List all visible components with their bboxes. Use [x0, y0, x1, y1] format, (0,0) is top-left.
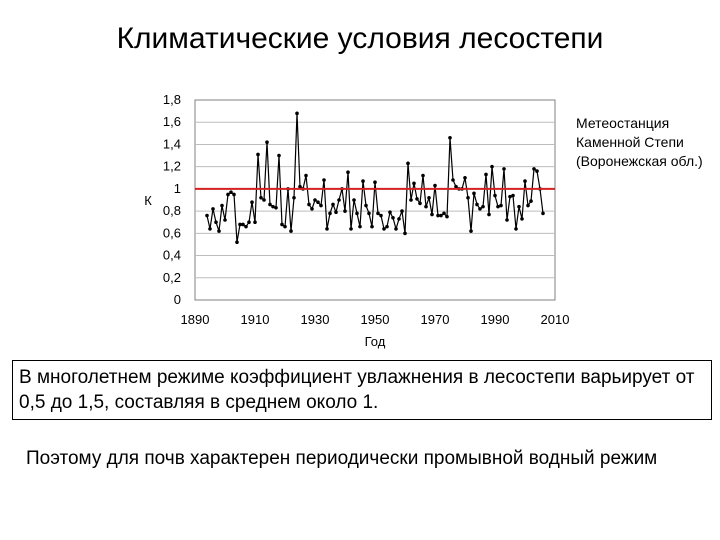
- data-point: [529, 199, 533, 203]
- data-point: [376, 212, 380, 216]
- data-point: [274, 206, 278, 210]
- data-point: [490, 165, 494, 169]
- data-point: [514, 227, 518, 231]
- data-point: [397, 217, 401, 221]
- data-point: [448, 136, 452, 140]
- data-point: [247, 220, 251, 224]
- data-point: [481, 205, 485, 209]
- paragraph-1: В многолетнем режиме коэффициент увлажнения в лесостепи варьирует от 0,5 до 1,5, составляя в среднем около 1.: [19, 367, 695, 413]
- data-point: [220, 204, 224, 208]
- x-axis-label: Год: [364, 334, 386, 349]
- data-point: [487, 213, 491, 217]
- x-tick-label: 2010: [540, 312, 570, 327]
- y-tick-label: 1,2: [162, 158, 181, 174]
- data-point: [277, 154, 281, 158]
- data-point: [427, 196, 431, 200]
- data-point: [394, 227, 398, 231]
- data-point: [205, 214, 209, 218]
- data-point: [352, 198, 356, 202]
- y-tick-label: 1,4: [162, 136, 181, 152]
- x-tick-label: 1970: [420, 312, 450, 327]
- data-point: [463, 176, 467, 180]
- data-point: [259, 196, 263, 200]
- y-tick-label: 0,6: [162, 225, 181, 241]
- y-tick-label: 1: [173, 180, 181, 196]
- data-point: [268, 203, 272, 207]
- data-point: [406, 162, 410, 166]
- data-point: [442, 212, 446, 216]
- x-tick-label: 1910: [240, 312, 270, 327]
- data-point: [400, 209, 404, 213]
- data-point: [292, 196, 296, 200]
- data-point: [478, 207, 482, 211]
- data-point: [265, 140, 269, 144]
- data-point: [430, 213, 434, 217]
- slide-title: Климатические условия лесостепи: [116, 22, 604, 55]
- y-tick-label: 0: [173, 292, 181, 307]
- y-tick-label: 0,4: [162, 247, 181, 263]
- data-point: [355, 212, 359, 216]
- data-point: [319, 204, 323, 208]
- data-point: [502, 167, 506, 171]
- data-point: [370, 225, 374, 229]
- y-tick-label: 0,2: [162, 269, 181, 285]
- data-point: [418, 202, 422, 206]
- x-tick-label: 1990: [480, 312, 510, 327]
- data-point: [511, 194, 515, 198]
- data-point: [367, 212, 371, 216]
- data-point: [382, 227, 386, 231]
- data-point: [349, 227, 353, 231]
- data-point: [337, 198, 341, 202]
- data-point: [223, 218, 227, 222]
- data-point: [439, 214, 443, 218]
- data-point: [535, 169, 539, 173]
- data-point: [316, 200, 320, 204]
- paragraph-box: [12, 360, 712, 420]
- data-point: [361, 179, 365, 183]
- data-point: [253, 220, 257, 224]
- y-tick-label: 0,8: [162, 203, 181, 219]
- data-point: [241, 223, 245, 227]
- data-point: [517, 205, 521, 209]
- data-point: [541, 212, 545, 216]
- data-point: [304, 174, 308, 178]
- data-point: [385, 225, 389, 229]
- data-point: [391, 216, 395, 220]
- data-point: [235, 240, 239, 244]
- data-point: [322, 178, 326, 182]
- data-point: [379, 214, 383, 218]
- data-point: [493, 194, 497, 198]
- data-point: [403, 232, 407, 236]
- data-point: [256, 153, 260, 157]
- y-axis-label: К: [144, 193, 152, 208]
- data-point: [289, 229, 293, 233]
- data-point: [484, 173, 488, 177]
- data-point: [244, 225, 248, 229]
- data-point: [214, 220, 218, 224]
- data-point: [307, 203, 311, 207]
- data-point: [472, 192, 476, 196]
- y-tick-labels: [163, 92, 181, 307]
- data-point: [328, 212, 332, 216]
- data-point: [325, 227, 329, 231]
- data-point: [358, 225, 362, 229]
- data-point: [412, 182, 416, 186]
- data-point: [409, 198, 413, 202]
- data-point: [229, 190, 233, 194]
- station-note: Метеостанция Каменной Степи (Воронежская обл.): [576, 115, 703, 169]
- data-point: [466, 196, 470, 200]
- data-point: [373, 180, 377, 184]
- data-point: [313, 198, 317, 202]
- data-point: [295, 112, 299, 116]
- data-point: [208, 227, 212, 231]
- data-point: [475, 203, 479, 207]
- data-point: [250, 200, 254, 204]
- data-point: [421, 174, 425, 178]
- data-point: [433, 184, 437, 188]
- paragraph-2: Поэтому для почв характерен периодически промывной водный режим: [26, 448, 658, 469]
- data-point: [532, 167, 536, 171]
- x-tick-label: 1930: [300, 312, 330, 327]
- data-point: [226, 193, 230, 197]
- data-point: [526, 204, 530, 208]
- data-point: [217, 229, 221, 233]
- data-point: [469, 229, 473, 233]
- data-point: [334, 210, 338, 214]
- data-point: [364, 204, 368, 208]
- data-point: [523, 179, 527, 183]
- data-point: [424, 205, 428, 209]
- data-point: [445, 215, 449, 219]
- data-point: [415, 197, 419, 201]
- x-tick-label: 1950: [360, 312, 390, 327]
- x-tick-label: 1890: [180, 312, 210, 327]
- data-point: [262, 198, 266, 202]
- data-point: [451, 178, 455, 182]
- data-point: [280, 223, 284, 227]
- data-point: [232, 193, 236, 197]
- y-tick-label: 1,6: [162, 114, 181, 130]
- data-point: [343, 209, 347, 213]
- data-point: [388, 210, 392, 214]
- data-point: [346, 170, 350, 174]
- data-point: [283, 225, 287, 229]
- y-tick-label: 1,8: [162, 92, 181, 107]
- data-point: [520, 217, 524, 221]
- data-point: [499, 204, 503, 208]
- data-point: [310, 207, 314, 211]
- data-point: [331, 203, 335, 207]
- data-point: [211, 207, 215, 211]
- x-tick-labels: [181, 312, 570, 327]
- data-point: [505, 218, 509, 222]
